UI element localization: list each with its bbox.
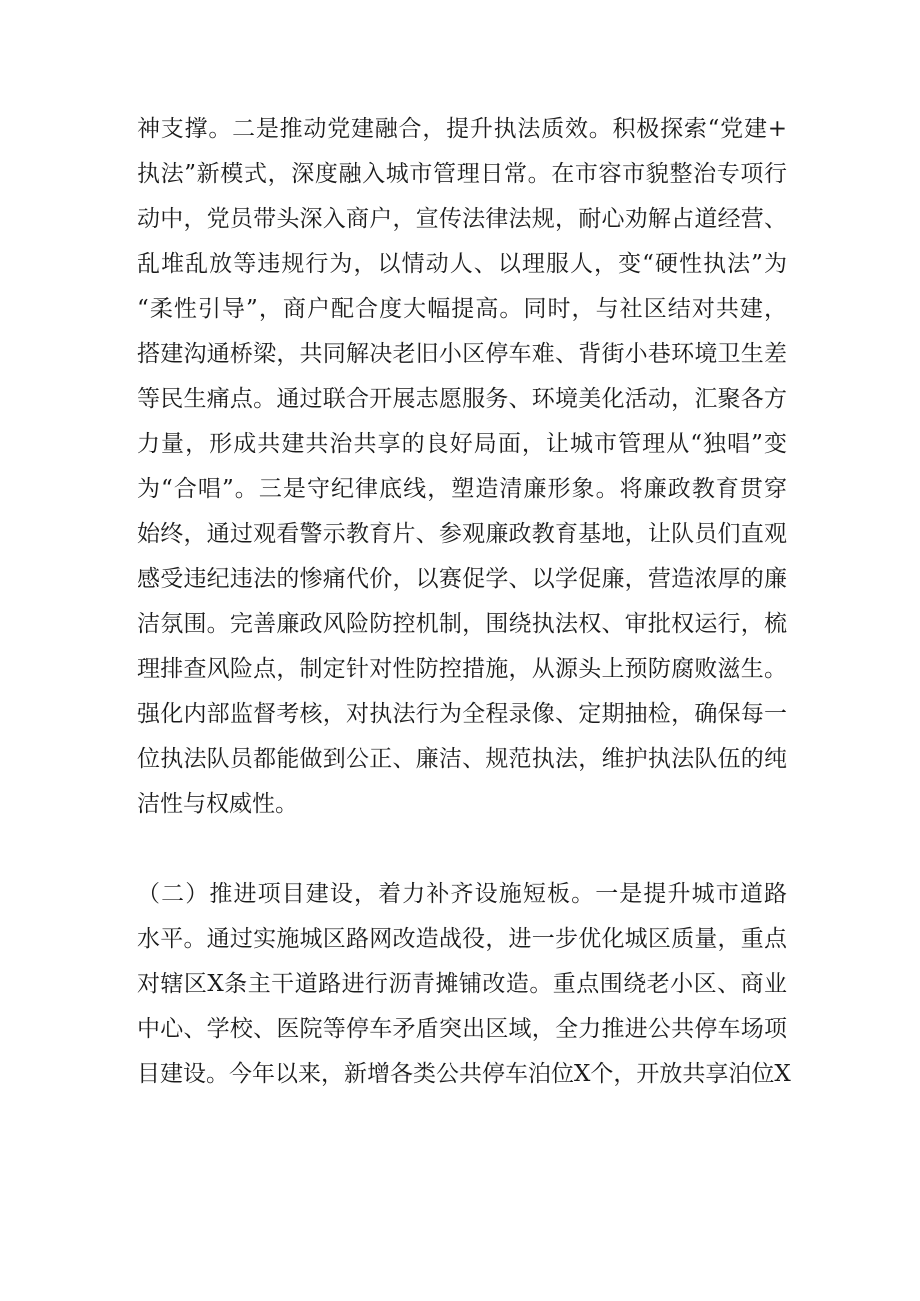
- paragraph-1-line-4: 乱堆乱放等违规行为，以情动人、以理服人，变“硬性执法”为: [137, 251, 787, 277]
- paragraph-1-line-14: 强化内部监督考核，对执法行为全程录像、定期抽检，确保每一: [137, 701, 787, 727]
- paragraph-2-line-1: （二）推进项目建设，着力补齐设施短板。一是提升城市道路: [137, 881, 787, 907]
- paragraph-1-line-1: 神支撑。二是推动党建融合，提升执法质效。积极探索“党建+: [137, 116, 787, 142]
- paragraph-1-line-16: 洁性与权威性。: [137, 791, 298, 817]
- paragraph-1-line-5: “柔性引导”，商户配合度大幅提高。同时，与社区结对共建，: [137, 296, 787, 322]
- paragraph-1-line-2: 执法”新模式，深度融入城市管理日常。在市容市貌整治专项行: [137, 161, 787, 187]
- paragraph-1-line-13: 理排查风险点，制定针对性防控措施，从源头上预防腐败滋生。: [137, 656, 787, 682]
- paragraph-2-line-5: 目建设。今年以来，新增各类公共停车泊位X个，开放共享泊位X: [137, 1061, 791, 1087]
- paragraph-1-line-15: 位执法队员都能做到公正、廉洁、规范执法，维护执法队伍的纯: [137, 746, 787, 772]
- paragraph-1-line-8: 力量，形成共建共治共享的良好局面，让城市管理从“独唱”变: [137, 431, 787, 457]
- paragraph-1-line-11: 感受违纪违法的惨痛代价，以赛促学、以学促廉，营造浓厚的廉: [137, 566, 787, 592]
- paragraph-2-line-4: 中心、学校、医院等停车矛盾突出区域，全力推进公共停车场项: [137, 1016, 787, 1042]
- paragraph-1-line-12: 洁氛围。完善廉政风险防控机制，围绕执法权、审批权运行，梳: [137, 611, 787, 637]
- paragraph-1-line-3: 动中，党员带头深入商户，宣传法律法规，耐心劝解占道经营、: [137, 206, 787, 232]
- paragraph-1-line-9: 为“合唱”。三是守纪律底线，塑造清廉形象。将廉政教育贯穿: [137, 476, 787, 502]
- paragraph-1-line-6: 搭建沟通桥梁，共同解决老旧小区停车难、背街小巷环境卫生差: [137, 341, 787, 367]
- paragraph-1-line-10: 始终，通过观看警示教育片、参观廉政教育基地，让队员们直观: [137, 521, 787, 547]
- paragraph-1-line-7: 等民生痛点。通过联合开展志愿服务、环境美化活动，汇聚各方: [137, 386, 787, 412]
- paragraph-2-line-3: 对辖区X条主干道路进行沥青摊铺改造。重点围绕老小区、商业: [137, 971, 787, 997]
- paragraph-2-line-2: 水平。通过实施城区路网改造战役，进一步优化城区质量，重点: [137, 926, 787, 952]
